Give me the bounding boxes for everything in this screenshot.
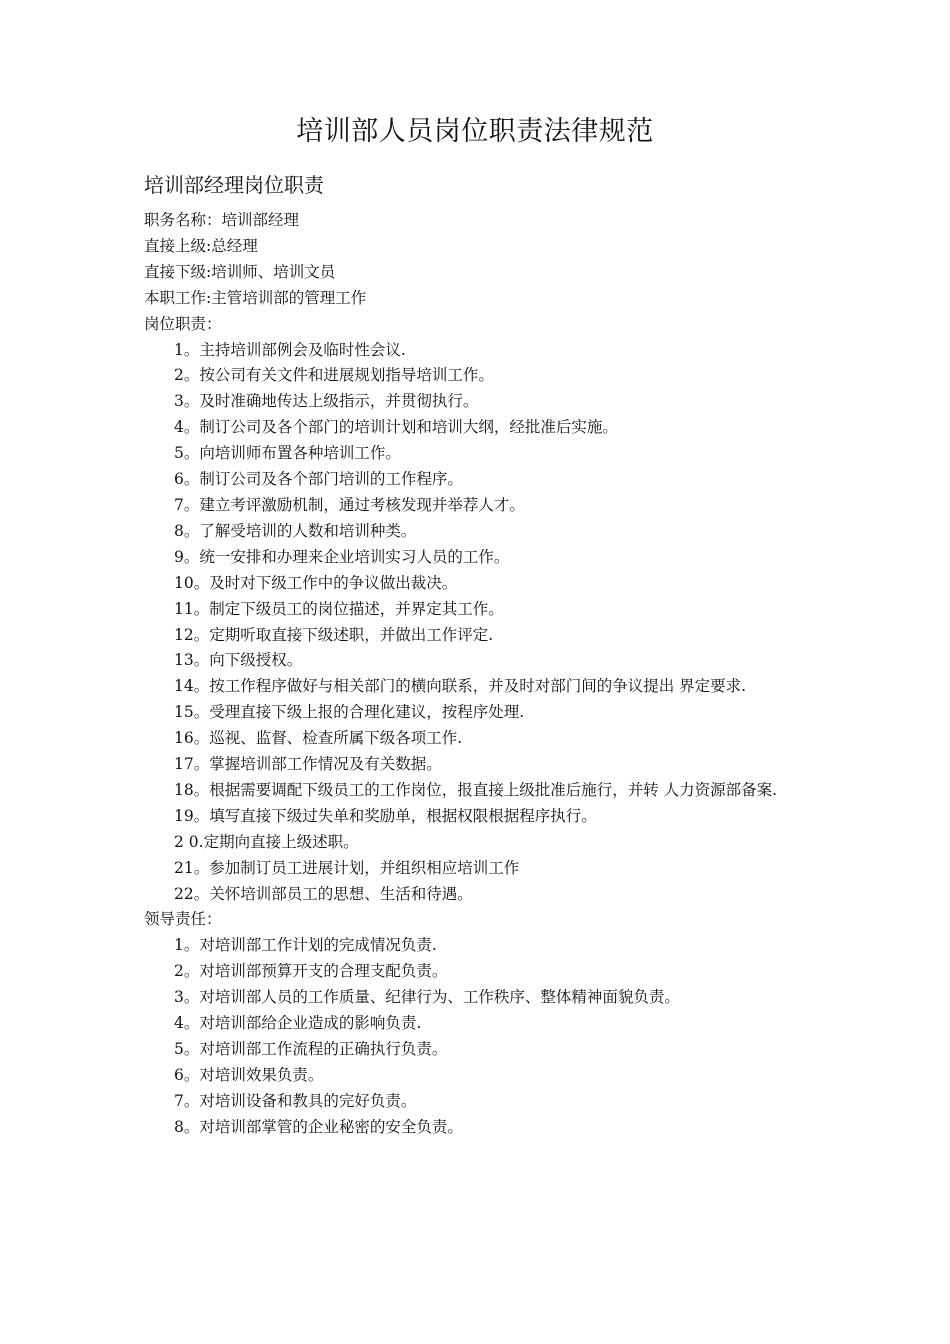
responsibility-item-number: 6。 [174,1065,200,1084]
duty-item-number: 11。 [174,599,210,618]
duty-item [144,882,814,908]
responsibility-item [144,985,814,1011]
duty-item-text: 巡视、监督、检查所属下级各项工作. [209,729,463,748]
responsibility-item-number: 5。 [174,1040,200,1058]
duty-item [144,804,814,830]
duty-item-text: 了解受培训的人数和培训种类。 [199,521,417,540]
duty-item-text: 根据需要调配下级员工的工作岗位，报直接上级批准后施行，并转 人力资源部备案. [209,780,778,799]
info-line-main-work: 本职工作:主管培训部的管理工作 [144,288,367,307]
duty-item [144,674,814,700]
responsibility-item [144,1115,814,1141]
duty-item-number: 1。 [174,340,200,359]
duty-item-text: 向培训师布置各种培训工作。 [199,444,401,463]
duty-item-text: 制订公司及各个部门的培训计划和培训大纲，经批准后实施。 [199,418,618,437]
responsibility-item [144,1063,814,1089]
duty-item-number: 2 0. [174,832,204,851]
responsibility-item-number: 3。 [174,988,200,1007]
duty-item [144,338,814,364]
duty-item-number: 18。 [174,780,210,799]
duty-item [144,623,814,649]
duty-item-number: 17。 [174,755,210,774]
responsibility-item-text: 对培训部掌管的企业秘密的安全负责。 [199,1117,463,1136]
info-line-superior: 直接上级:总经理 [144,236,258,255]
duty-item-number: 19。 [174,806,210,825]
responsibility-item-text: 对培训设备和教具的完好负责。 [199,1091,417,1110]
responsibility-item [144,1037,814,1063]
duty-item-number: 9。 [174,547,200,566]
duty-item-text: 按工作程序做好与相关部门的横向联系，并及时对部门间的争议提出 界定要求. [209,677,747,696]
duty-item [144,467,814,493]
duty-item-text: 填写直接下级过失单和奖励单，根据权限根据程序执行。 [209,806,597,825]
responsibility-item [144,933,814,959]
responsibility-item [144,959,814,985]
duty-item-text: 制订公司及各个部门培训的工作程序。 [199,470,463,489]
duty-item [144,778,814,804]
responsibility-item-text: 对培训部人员的工作质量、纪律行为、工作秩序、整体精神面貌负责。 [199,988,680,1007]
duty-item [144,441,814,467]
duty-item-number: 4。 [174,418,200,437]
info-line-subordinates: 直接下级:培训师、培训文员 [144,262,336,281]
responsibility-item-text: 对培训部工作计划的完成情况负责. [199,936,437,955]
responsibilities-heading: 领导责任： [144,910,222,929]
duty-item-number: 7。 [174,495,200,514]
duty-item-text: 按公司有关文件和进展规划指导培训工作。 [199,366,494,385]
duty-item-text: 统一安排和办理来企业培训实习人员的工作。 [199,547,510,566]
responsibility-item-text: 对培训部预算开支的合理支配负责。 [199,962,448,981]
document-title: 培训部人员岗位职责法律规范 [296,116,654,147]
duty-item [144,571,814,597]
duty-item-number: 12。 [174,625,210,644]
duty-item-text: 掌握培训部工作情况及有关数据。 [209,755,442,774]
duty-item [144,389,814,415]
duty-item [144,648,814,674]
duty-item-text: 及时对下级工作中的争议做出裁决。 [209,573,458,592]
duty-item-text: 及时准确地传达上级指示，并贯彻执行。 [199,392,479,411]
duty-item-text: 定期向直接上级述职。 [203,832,359,851]
responsibility-item-number: 7。 [174,1091,200,1110]
responsibility-item [144,1011,814,1037]
duty-item-number: 5。 [174,444,200,463]
responsibility-item-number: 1。 [174,936,200,955]
duty-item-number: 15。 [174,703,210,722]
duty-item [144,700,814,726]
duty-item [144,752,814,778]
duty-item-number: 3。 [174,392,200,411]
duty-item [144,597,814,623]
duty-item [144,726,814,752]
section-title: 培训部经理岗位职责 [144,173,324,197]
document-body [144,208,814,1141]
duties-heading: 岗位职责： [144,314,222,333]
responsibility-item [144,1089,814,1115]
duty-item-text: 受理直接下级上报的合理化建议，按程序处理. [209,703,525,722]
duty-item-number: 6。 [174,470,200,489]
duty-item-number: 2。 [174,366,200,385]
duty-item-number: 8。 [174,521,200,540]
duty-item [144,493,814,519]
responsibility-item-number: 8。 [174,1117,200,1136]
duty-item [144,415,814,441]
duty-item-number: 22。 [174,884,210,903]
duty-item [144,363,814,389]
duty-item-number: 10。 [174,573,210,592]
responsibility-item-number: 2。 [174,962,200,981]
duty-item-text: 向下级授权。 [209,651,303,670]
duties-list [144,338,814,908]
duty-item-text: 关怀培训部员工的思想、生活和待遇。 [209,884,473,903]
duty-item-number: 21。 [174,858,210,877]
info-line-job-title: 职务名称：培训部经理 [144,211,300,229]
duty-item-text: 参加制订员工进展计划，并组织相应培训工作 [209,858,520,877]
duty-item [144,830,814,856]
duty-item-text: 定期听取直接下级述职，并做出工作评定. [209,625,494,644]
duty-item [144,519,814,545]
responsibility-item-text: 对培训部给企业造成的影响负责. [199,1014,422,1033]
duty-item-text: 建立考评激励机制，通过考核发现并举荐人才。 [199,495,525,514]
duty-item [144,856,814,882]
duty-item-number: 14。 [174,677,210,696]
duty-item-number: 16。 [174,729,210,748]
duty-item-number: 13。 [174,651,210,670]
duty-item-text: 主持培训部例会及临时性会议. [199,340,406,359]
responsibilities-list [144,933,814,1140]
duty-item-text: 制定下级员工的岗位描述，并界定其工作。 [209,599,504,618]
duty-item [144,545,814,571]
responsibility-item-text: 对培训部工作流程的正确执行负责。 [199,1040,448,1058]
responsibility-item-number: 4。 [174,1014,200,1033]
responsibility-item-text: 对培训效果负责。 [199,1065,324,1084]
